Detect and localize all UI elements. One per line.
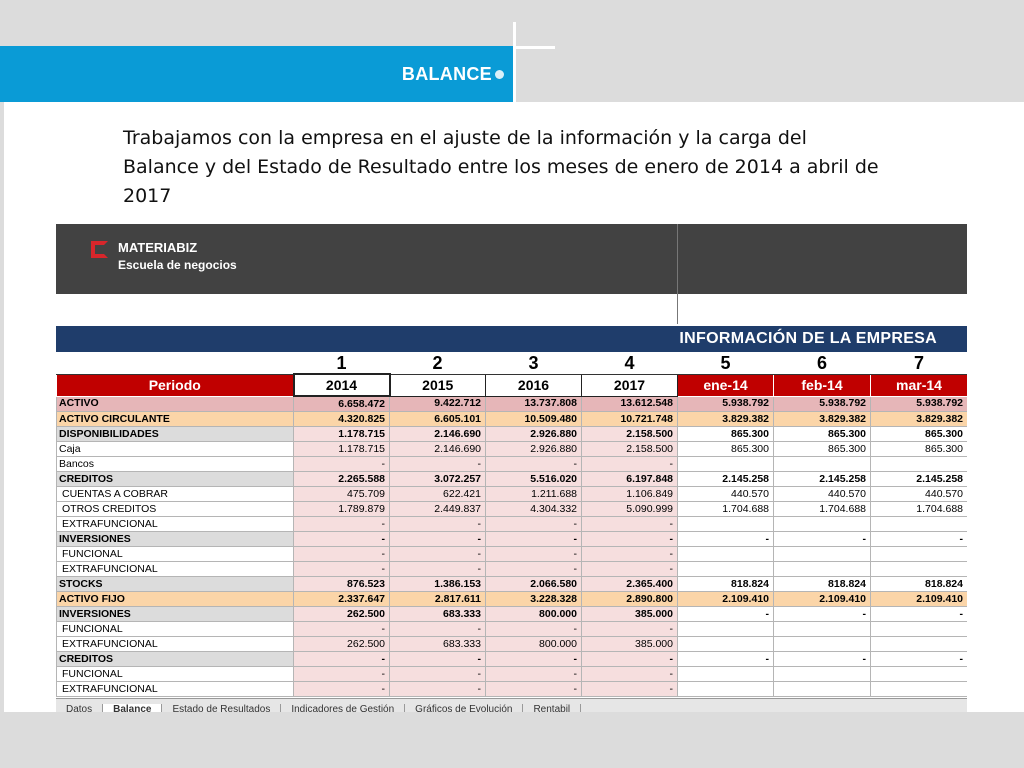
value-cell[interactable]: 2.265.588 — [294, 472, 390, 487]
value-cell[interactable]: - — [486, 517, 582, 532]
value-cell[interactable]: - — [486, 682, 582, 697]
value-cell[interactable]: - — [582, 562, 678, 577]
column-number: 3 — [486, 353, 582, 374]
value-cell[interactable]: - — [582, 547, 678, 562]
value-cell[interactable] — [678, 517, 774, 532]
value-cell[interactable]: 9.422.712 — [390, 396, 486, 412]
logo-subtitle: Escuela de negocios — [118, 258, 237, 272]
period-header-cell[interactable]: 2015 — [390, 374, 486, 396]
period-header-cell[interactable]: 2016 — [486, 374, 582, 396]
value-cell[interactable]: 2.145.258 — [678, 472, 774, 487]
value-cell[interactable]: 2.146.690 — [390, 427, 486, 442]
value-cell[interactable]: 2.145.258 — [774, 472, 871, 487]
row-label[interactable]: ACTIVO — [57, 396, 294, 412]
sheet-tab[interactable]: Indicadores de Gestión — [281, 704, 405, 712]
bottom-gray-band — [0, 712, 1024, 768]
value-cell[interactable]: - — [294, 682, 390, 697]
top-gray-band — [0, 0, 1024, 46]
table-row — [57, 457, 968, 472]
table-row — [57, 622, 968, 637]
value-cell[interactable]: - — [294, 517, 390, 532]
value-cell[interactable]: 5.938.792 — [774, 396, 871, 412]
table-row — [57, 487, 968, 502]
value-cell[interactable]: 818.824 — [678, 577, 774, 592]
value-cell[interactable]: 10.721.748 — [582, 412, 678, 427]
value-cell[interactable]: 5.938.792 — [678, 396, 774, 412]
value-cell[interactable]: 5.516.020 — [486, 472, 582, 487]
row-label[interactable]: INVERSIONES — [57, 532, 294, 547]
value-cell[interactable]: 4.304.332 — [486, 502, 582, 517]
table-row — [57, 607, 968, 622]
row-label[interactable]: CUENTAS A COBRAR — [57, 487, 294, 502]
value-cell[interactable]: 1.386.153 — [390, 577, 486, 592]
value-cell[interactable]: - — [582, 652, 678, 667]
value-cell[interactable]: - — [390, 532, 486, 547]
value-cell[interactable] — [871, 622, 968, 637]
value-cell[interactable] — [871, 547, 968, 562]
table-row — [57, 517, 968, 532]
value-cell[interactable]: 1.789.879 — [294, 502, 390, 517]
table-row — [57, 532, 968, 547]
table-row — [57, 442, 968, 457]
value-cell[interactable]: - — [582, 667, 678, 682]
row-label[interactable]: CREDITOS — [57, 652, 294, 667]
value-cell[interactable]: - — [294, 547, 390, 562]
period-header-cell[interactable]: ene-14 — [678, 374, 774, 396]
row-label[interactable]: EXTRAFUNCIONAL — [57, 517, 294, 532]
value-cell[interactable] — [678, 667, 774, 682]
value-cell[interactable]: 800.000 — [486, 607, 582, 622]
table-row — [57, 637, 968, 652]
column-number: 6 — [774, 353, 871, 374]
value-cell[interactable]: 440.570 — [678, 487, 774, 502]
value-cell[interactable]: 865.300 — [774, 427, 871, 442]
sheet-tab[interactable]: Rentabil — [523, 704, 581, 712]
balance-table — [56, 353, 967, 697]
periodo-label: Periodo — [57, 374, 294, 396]
column-divider — [677, 224, 678, 324]
column-number-row — [57, 353, 968, 374]
value-cell[interactable]: 6.658.472 — [294, 396, 390, 412]
column-number: 4 — [582, 353, 678, 374]
value-cell[interactable]: 2.817.611 — [390, 592, 486, 607]
table-row — [57, 502, 968, 517]
value-cell[interactable] — [774, 517, 871, 532]
value-cell[interactable] — [678, 562, 774, 577]
row-label[interactable]: STOCKS — [57, 577, 294, 592]
period-header-cell[interactable]: feb-14 — [774, 374, 871, 396]
value-cell[interactable]: 2.158.500 — [582, 442, 678, 457]
value-cell[interactable]: - — [582, 532, 678, 547]
period-header-cell[interactable]: mar-14 — [871, 374, 968, 396]
value-cell[interactable]: 2.890.800 — [582, 592, 678, 607]
row-label[interactable]: DISPONIBILIDADES — [57, 427, 294, 442]
value-cell[interactable]: 262.500 — [294, 637, 390, 652]
value-cell[interactable]: 5.090.999 — [582, 502, 678, 517]
left-gray-strip — [0, 102, 4, 712]
value-cell[interactable]: 440.570 — [774, 487, 871, 502]
table-row — [57, 547, 968, 562]
value-cell[interactable]: - — [486, 532, 582, 547]
value-cell[interactable]: - — [390, 652, 486, 667]
column-number: 1 — [294, 353, 390, 374]
value-cell[interactable]: 2.146.690 — [390, 442, 486, 457]
value-cell[interactable]: - — [774, 607, 871, 622]
row-label[interactable]: Caja — [57, 442, 294, 457]
table-row — [57, 592, 968, 607]
value-cell[interactable]: - — [390, 667, 486, 682]
value-cell[interactable] — [678, 622, 774, 637]
header-gray-band — [514, 46, 1024, 102]
value-cell[interactable]: 2.145.258 — [871, 472, 968, 487]
value-cell[interactable]: 3.829.382 — [871, 412, 968, 427]
value-cell[interactable]: 3.072.257 — [390, 472, 486, 487]
value-cell[interactable]: - — [486, 667, 582, 682]
row-label[interactable]: ACTIVO CIRCULANTE — [57, 412, 294, 427]
value-cell[interactable]: 385.000 — [582, 637, 678, 652]
value-cell[interactable]: 440.570 — [871, 487, 968, 502]
value-cell[interactable]: - — [871, 532, 968, 547]
value-cell[interactable]: 1.704.688 — [774, 502, 871, 517]
sheet-tab[interactable]: Balance — [103, 704, 162, 712]
value-cell[interactable]: 475.709 — [294, 487, 390, 502]
decorative-horizontal-line — [513, 46, 555, 49]
row-label[interactable]: Bancos — [57, 457, 294, 472]
value-cell[interactable]: 4.320.825 — [294, 412, 390, 427]
value-cell[interactable]: - — [390, 622, 486, 637]
value-cell[interactable]: 2.066.580 — [486, 577, 582, 592]
value-cell[interactable]: 865.300 — [774, 442, 871, 457]
value-cell[interactable]: 2.449.837 — [390, 502, 486, 517]
value-cell[interactable]: 818.824 — [774, 577, 871, 592]
materiabiz-logo-icon — [91, 241, 108, 258]
row-label[interactable]: INVERSIONES — [57, 607, 294, 622]
value-cell[interactable]: - — [486, 562, 582, 577]
value-cell[interactable]: - — [294, 457, 390, 472]
table-row — [57, 667, 968, 682]
value-cell[interactable] — [871, 457, 968, 472]
value-cell[interactable]: 1.704.688 — [871, 502, 968, 517]
table-row — [57, 682, 968, 697]
value-cell[interactable]: 2.109.410 — [871, 592, 968, 607]
periodo-row — [57, 374, 968, 396]
value-cell[interactable] — [774, 667, 871, 682]
value-cell[interactable] — [871, 667, 968, 682]
column-number-spacer — [57, 353, 294, 374]
column-number: 5 — [678, 353, 774, 374]
value-cell[interactable]: 2.926.880 — [486, 427, 582, 442]
value-cell[interactable] — [774, 457, 871, 472]
value-cell[interactable]: 1.178.715 — [294, 442, 390, 457]
value-cell[interactable] — [678, 682, 774, 697]
value-cell[interactable]: 622.421 — [390, 487, 486, 502]
value-cell[interactable] — [871, 682, 968, 697]
value-cell[interactable]: - — [678, 652, 774, 667]
table-row — [57, 577, 968, 592]
value-cell[interactable] — [774, 682, 871, 697]
sheet-tab[interactable]: Gráficos de Evolución — [405, 704, 523, 712]
column-number: 2 — [390, 353, 486, 374]
value-cell[interactable] — [774, 622, 871, 637]
value-cell[interactable] — [774, 637, 871, 652]
value-cell[interactable]: 385.000 — [582, 607, 678, 622]
value-cell[interactable]: - — [294, 652, 390, 667]
row-label[interactable]: FUNCIONAL — [57, 667, 294, 682]
row-label[interactable]: ACTIVO FIJO — [57, 592, 294, 607]
value-cell[interactable]: - — [486, 547, 582, 562]
row-label[interactable]: CREDITOS — [57, 472, 294, 487]
value-cell[interactable]: 1.704.688 — [678, 502, 774, 517]
table-row — [57, 412, 968, 427]
row-label[interactable]: FUNCIONAL — [57, 622, 294, 637]
value-cell[interactable]: 13.737.808 — [486, 396, 582, 412]
value-cell[interactable]: 6.605.101 — [390, 412, 486, 427]
period-header-cell[interactable]: 2014 — [294, 374, 390, 396]
value-cell[interactable]: - — [582, 457, 678, 472]
table-row — [57, 396, 968, 412]
value-cell[interactable]: - — [678, 532, 774, 547]
decorative-vertical-line — [513, 22, 516, 102]
value-cell[interactable]: 6.197.848 — [582, 472, 678, 487]
value-cell[interactable]: 13.612.548 — [582, 396, 678, 412]
sheet-tab[interactable]: Datos — [56, 704, 103, 712]
value-cell[interactable]: 3.228.328 — [486, 592, 582, 607]
value-cell[interactable]: - — [486, 652, 582, 667]
value-cell[interactable] — [774, 562, 871, 577]
value-cell[interactable]: 683.333 — [390, 607, 486, 622]
info-banner-title: INFORMACIÓN DE LA EMPRESA — [679, 330, 937, 347]
value-cell[interactable]: - — [774, 532, 871, 547]
value-cell[interactable]: 2.926.880 — [486, 442, 582, 457]
value-cell[interactable]: - — [678, 607, 774, 622]
value-cell[interactable]: 818.824 — [871, 577, 968, 592]
value-cell[interactable]: - — [871, 607, 968, 622]
table-row — [57, 472, 968, 487]
row-label[interactable]: FUNCIONAL — [57, 547, 294, 562]
value-cell[interactable]: 865.300 — [871, 442, 968, 457]
title-dot-icon — [495, 70, 504, 79]
value-cell[interactable]: - — [582, 622, 678, 637]
value-cell[interactable]: 2.365.400 — [582, 577, 678, 592]
value-cell[interactable] — [774, 547, 871, 562]
value-cell[interactable]: 2.158.500 — [582, 427, 678, 442]
row-label[interactable]: EXTRAFUNCIONAL — [57, 682, 294, 697]
value-cell[interactable]: - — [390, 562, 486, 577]
value-cell[interactable]: - — [486, 622, 582, 637]
value-cell[interactable]: 683.333 — [390, 637, 486, 652]
value-cell[interactable]: 2.109.410 — [774, 592, 871, 607]
value-cell[interactable]: - — [390, 547, 486, 562]
value-cell[interactable] — [678, 457, 774, 472]
value-cell[interactable]: 262.500 — [294, 607, 390, 622]
value-cell[interactable]: 865.300 — [678, 442, 774, 457]
value-cell[interactable]: 876.523 — [294, 577, 390, 592]
value-cell[interactable]: - — [871, 652, 968, 667]
row-label[interactable]: EXTRAFUNCIONAL — [57, 562, 294, 577]
value-cell[interactable]: 865.300 — [678, 427, 774, 442]
value-cell[interactable]: 865.300 — [871, 427, 968, 442]
period-header-cell[interactable]: 2017 — [582, 374, 678, 396]
slide-title: BALANCE — [401, 64, 492, 84]
value-cell[interactable]: - — [486, 457, 582, 472]
value-cell[interactable]: - — [582, 517, 678, 532]
table-row — [57, 562, 968, 577]
value-cell[interactable]: 1.211.688 — [486, 487, 582, 502]
value-cell[interactable]: 3.829.382 — [678, 412, 774, 427]
value-cell[interactable]: - — [390, 457, 486, 472]
sheet-tabs — [56, 698, 967, 712]
row-label[interactable]: OTROS CREDITOS — [57, 502, 294, 517]
value-cell[interactable]: 2.109.410 — [678, 592, 774, 607]
value-cell[interactable] — [871, 517, 968, 532]
table-row — [57, 427, 968, 442]
value-cell[interactable]: - — [294, 667, 390, 682]
value-cell[interactable]: 800.000 — [486, 637, 582, 652]
value-cell[interactable] — [871, 637, 968, 652]
row-label[interactable]: EXTRAFUNCIONAL — [57, 637, 294, 652]
value-cell[interactable]: - — [582, 682, 678, 697]
spreadsheet-screenshot — [56, 224, 967, 712]
value-cell[interactable]: 1.178.715 — [294, 427, 390, 442]
value-cell[interactable]: - — [774, 652, 871, 667]
value-cell[interactable] — [678, 547, 774, 562]
value-cell[interactable] — [678, 637, 774, 652]
value-cell[interactable]: - — [390, 682, 486, 697]
intro-paragraph: Trabajamos con la empresa en el ajuste de la información y la carga del Balance y del Estado de Resultado entre los meses de enero de 2014 a abril de 2017 — [123, 127, 879, 207]
value-cell[interactable]: - — [294, 532, 390, 547]
value-cell[interactable]: - — [294, 622, 390, 637]
table-row — [57, 652, 968, 667]
column-number: 7 — [871, 353, 968, 374]
logo-name: MATERIABIZ — [118, 240, 198, 255]
sheet-tab[interactable]: Estado de Resultados — [162, 704, 281, 712]
value-cell[interactable]: - — [294, 562, 390, 577]
value-cell[interactable] — [871, 562, 968, 577]
value-cell[interactable]: 5.938.792 — [871, 396, 968, 412]
value-cell[interactable]: 3.829.382 — [774, 412, 871, 427]
value-cell[interactable]: 1.106.849 — [582, 487, 678, 502]
value-cell[interactable]: 10.509.480 — [486, 412, 582, 427]
value-cell[interactable]: - — [390, 517, 486, 532]
value-cell[interactable]: 2.337.647 — [294, 592, 390, 607]
